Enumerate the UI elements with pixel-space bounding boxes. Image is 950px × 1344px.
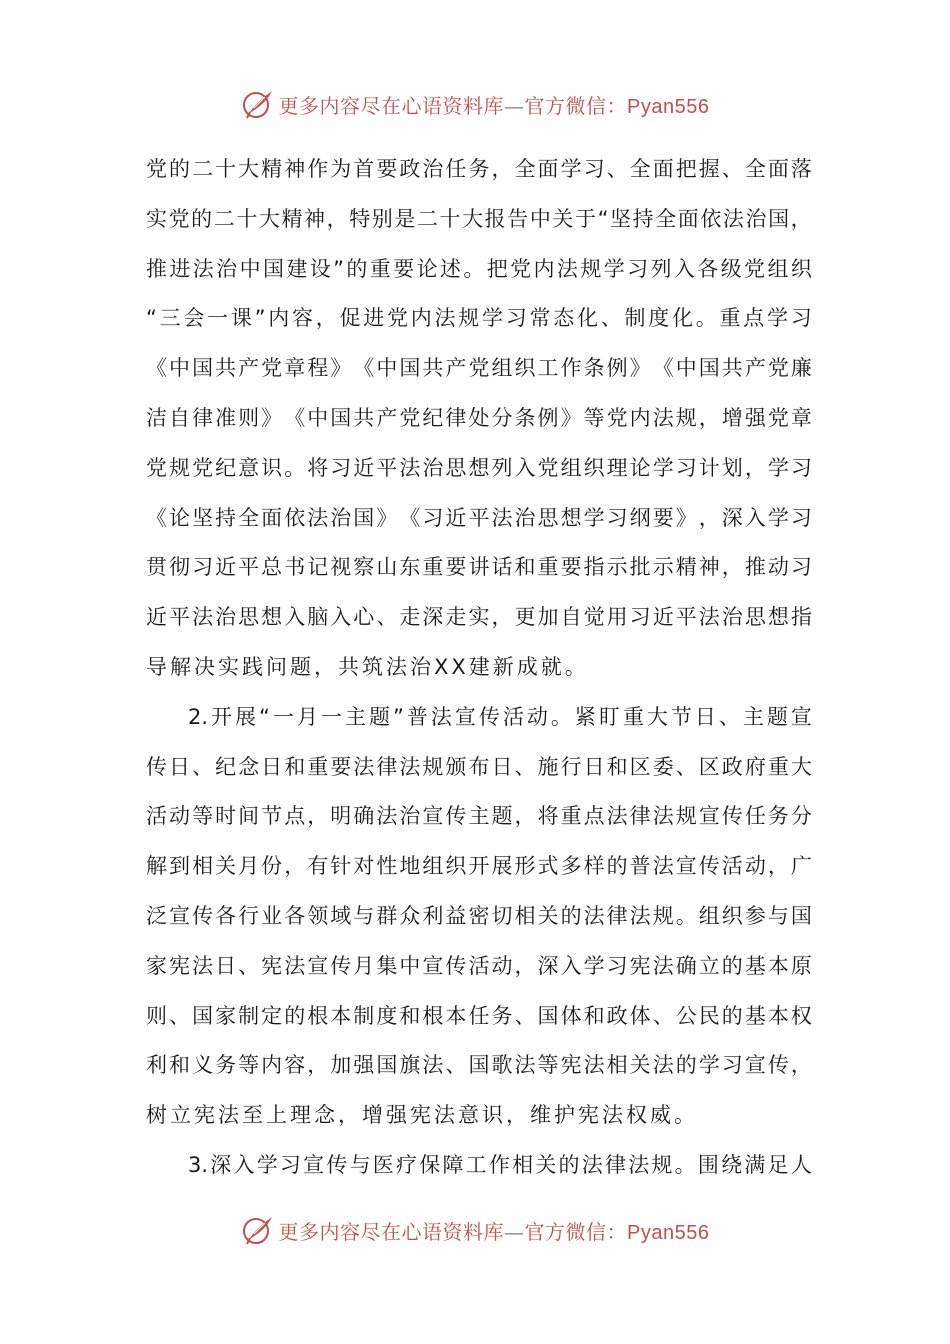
body-line: 2. 开 展 “ 一 月 一 主 题 ” 普 法 宣 传 活 动 。 紧 盯 重 大 节 日 、 主 题 宣 — [188, 704, 812, 729]
body-line: 利 和 义 务 等 内 容 ， 加 强 国 旗 法 、 国 歌 法 等 宪 法 相 关 法 的 学 习 宣 传 ， — [146, 1053, 812, 1078]
document-body — [146, 145, 812, 1191]
header-banner — [0, 84, 950, 124]
body-line: 解 到 相 关 月 份 ， 有 针 对 性 地 组 织 开 展 形 式 多 样 的 普 法 宣 传 活 动 ， 广 — [146, 854, 812, 879]
header-banner-text: 更多内容尽在心语资料库 — [278, 93, 505, 118]
header-banner-wechat: 官方微信： — [524, 93, 628, 118]
body-line: 洁 自 律 准 则 》 《 中 国 共 产 党 纪 律 处 分 条 例 》 等 党 内 法 规 ， 增 强 党 章 — [146, 405, 812, 430]
quill-logo-icon — [241, 1213, 275, 1247]
footer-banner-text: 更多内容尽在心语资料库 — [278, 1219, 505, 1244]
footer-banner-wechat: 官方微信： — [524, 1219, 628, 1244]
body-line: 泛 宣 传 各 行 业 各 领 域 与 群 众 利 益 密 切 相 关 的 法 律 法 规 。 组 织 参 与 国 — [146, 903, 812, 928]
body-line: 贯 彻 习 近 平 总 书 记 视 察 山 东 重 要 讲 话 和 重 要 指 示 批 示 精 神 ， 推 动 习 — [146, 555, 812, 580]
body-line: 树立宪法至上理念，增强宪法意识，维护宪法权威。 — [146, 1103, 698, 1128]
footer-banner-dash: — — [504, 1219, 525, 1244]
quill-logo-icon — [241, 87, 275, 121]
body-line: 3. 深 入 学 习 宣 传 与 医 疗 保 障 工 作 相 关 的 法 律 法 规 。 围 绕 满 足 人 — [188, 1152, 812, 1177]
header-banner-id: Pyan556 — [627, 95, 710, 118]
footer-banner-id: Pyan556 — [627, 1221, 710, 1244]
body-line: 《 论 坚 持 全 面 依 法 治 国 》 《 习 近 平 法 治 思 想 学 习 纲 要 》 ， 深 入 学 习 — [146, 505, 812, 530]
body-line: 家 宪 法 日 、 宪 法 宣 传 月 集 中 宣 传 活 动 ， 深 入 学 习 宪 法 确 立 的 基 本 原 — [146, 953, 812, 978]
body-line: 实 党 的 二 十 大 精 神 ， 特 别 是 二 十 大 报 告 中 关 于 “ 坚 持 全 面 依 法 治 国 ， — [146, 206, 812, 231]
footer-banner — [0, 1210, 950, 1250]
body-line: 导解决实践问题，共筑法治XX建新成就。 — [146, 654, 589, 679]
header-banner-dash: — — [504, 93, 525, 118]
body-line: “ 三 会 一 课 ” 内 容 ， 促 进 党 内 法 规 学 习 常 态 化 、 制 度 化 。 重 点 学 习 — [146, 306, 812, 331]
body-line: 推 进 法 治 中 国 建 设 ” 的 重 要 论 述 。 把 党 内 法 规 学 习 列 入 各 级 党 组 织 — [146, 256, 812, 281]
body-line: 《 中 国 共 产 党 章 程 》 《 中 国 共 产 党 组 织 工 作 条 例 》 《 中 国 共 产 党 廉 — [146, 356, 812, 381]
body-line: 活 动 等 时 间 节 点 ， 明 确 法 治 宣 传 主 题 ， 将 重 点 法 律 法 规 宣 传 任 务 分 — [146, 804, 812, 829]
body-line: 近 平 法 治 思 想 入 脑 入 心 、 走 深 走 实 ， 更 加 自 觉 用 习 近 平 法 治 思 想 指 — [146, 605, 812, 630]
body-line: 则 、 国 家 制 定 的 根 本 制 度 和 根 本 任 务 、 国 体 和 政 体 、 公 民 的 基 本 权 — [146, 1003, 812, 1028]
body-line: 党 规 党 纪 意 识 。 将 习 近 平 法 治 思 想 列 入 党 组 织 理 论 学 习 计 划 ， 学 习 — [146, 455, 812, 480]
body-line: 传 日 、 纪 念 日 和 重 要 法 律 法 规 颁 布 日 、 施 行 日 和 区 委 、 区 政 府 重 大 — [146, 754, 812, 779]
body-line: 党 的 二 十 大 精 神 作 为 首 要 政 治 任 务 ， 全 面 学 习 、 全 面 把 握 、 全 面 落 — [146, 157, 812, 181]
